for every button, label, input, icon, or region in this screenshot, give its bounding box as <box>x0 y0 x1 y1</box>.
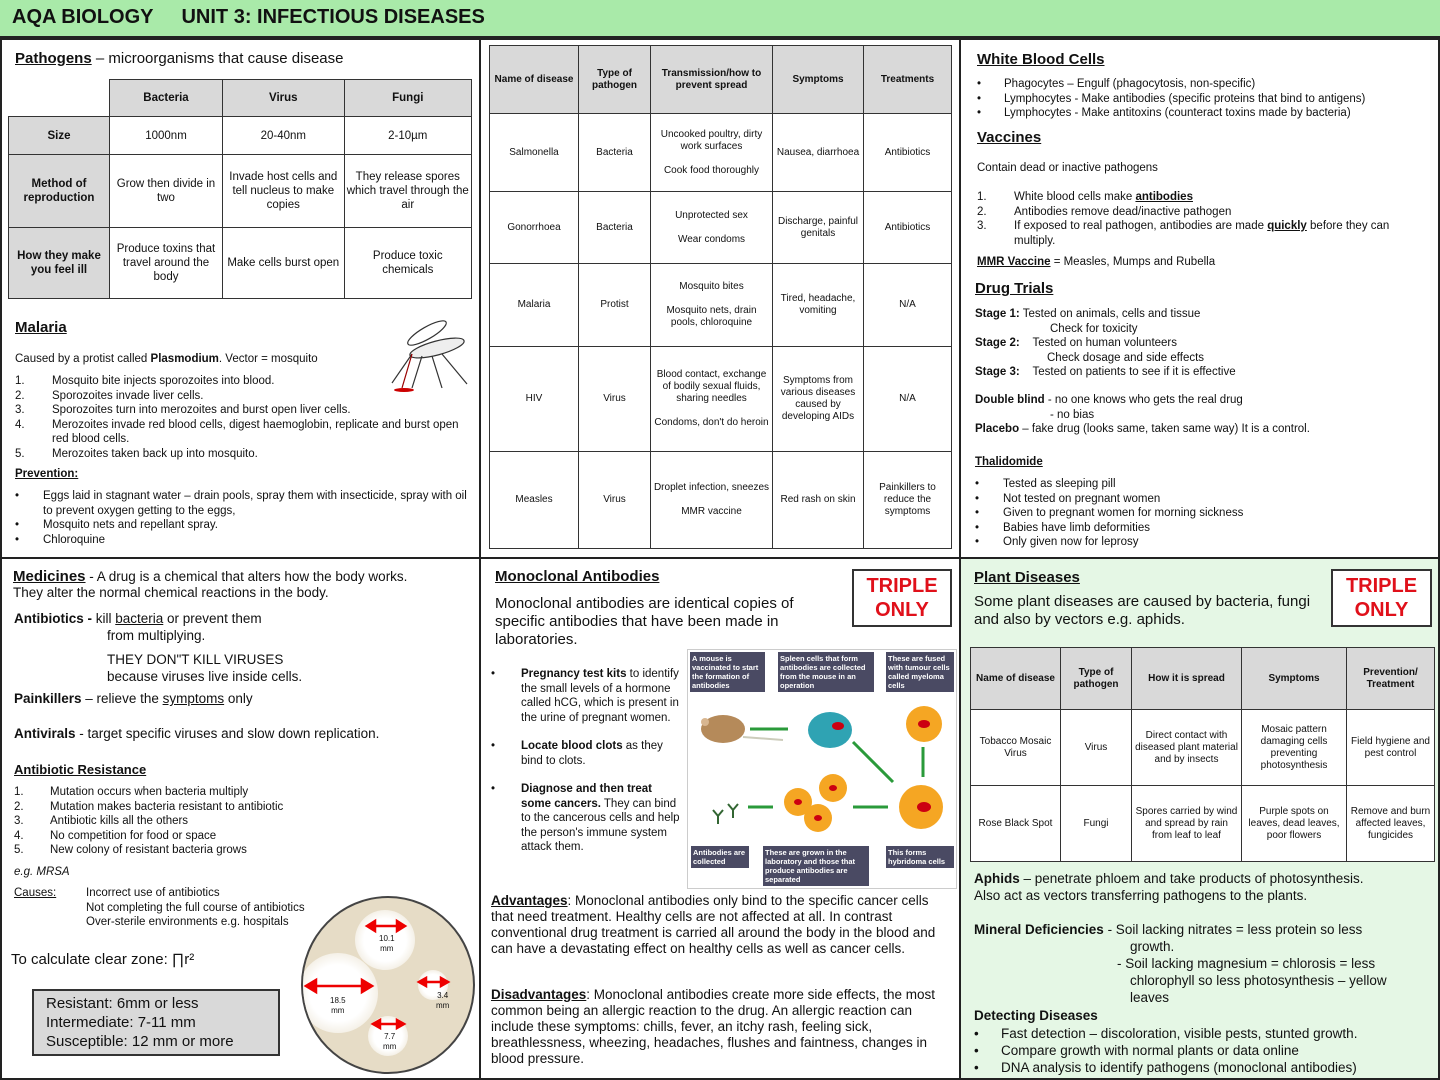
detecting-list: • Fast detection – discoloration, visible pests, stunted growth. • Compare growth with normal plants or data online • DNA analysis to identify pathogens (monoclonal antibodies) <box>974 1026 1358 1075</box>
mineral-label: Mineral Deficiencies <box>974 922 1104 937</box>
table-cell: Produce toxins that travel around the body <box>110 228 223 299</box>
thalidomide-item: Given to pregnant women for morning sickness <box>1003 507 1244 519</box>
monoclonal-panel <box>479 557 961 1080</box>
medicines-title: Medicines <box>13 568 86 585</box>
table-cell: Make cells burst open <box>223 228 345 299</box>
pathogens-heading <box>15 50 343 67</box>
mineral-text: leaves <box>1130 990 1170 1005</box>
stages <box>975 307 1236 380</box>
malaria-step: Mosquito bite injects sporozoites into blood. <box>52 375 275 387</box>
thalidomide-item: Not tested on pregnant women <box>1003 492 1161 505</box>
table-cell: Blood contact, exchange of bodily sexual fluids, sharing needles Condoms, don't do heroin <box>651 347 773 452</box>
resistance-step: New colony of resistant bacteria grows <box>50 844 247 856</box>
table-cell: 2-10µm <box>344 117 471 155</box>
zone-value: 3.4 <box>437 991 449 1000</box>
disadvantages <box>491 987 953 1067</box>
zone-unit: mm <box>380 944 394 953</box>
placebo-text: – fake drug (looks same, taken same way) It is a control. <box>1019 423 1310 435</box>
prevention-item: Eggs laid in stagnant water – drain pools, spray them with insecticide, spray with oil to prevent oxygen getting to the eggs, <box>43 490 467 517</box>
wbc-title: White Blood Cells <box>977 51 1105 68</box>
wbc-item: Lymphocytes - Make antitoxins (counteract toxins made by bacteria) <box>1004 107 1351 119</box>
table-cell: Discharge, painful genitals <box>773 192 864 264</box>
bacteria-word: bacteria <box>115 611 164 626</box>
use-bold: Diagnose and then treat some cancers. <box>521 783 652 810</box>
painkillers-label: Painkillers <box>14 691 82 706</box>
diagram-caption: These are grown in the laboratory and those that produce antibodies are separated <box>763 846 869 886</box>
thalidomide-item: Only given now for leprosy <box>1003 536 1139 548</box>
table-cell: Rose Black Spot <box>971 786 1061 862</box>
monoclonal-intro: Monoclonal antibodies are identical copies of specific antibodies that have been made in laboratories. <box>495 595 794 648</box>
cause-item: Not completing the full course of antibiotics <box>86 901 305 914</box>
use-text: They can bind to the cancerous cells and help the person's immune system attack them. <box>521 797 680 853</box>
stage-text: Check dosage and side effects <box>1047 351 1205 364</box>
antibiotics-label: Antibiotics - <box>14 611 96 626</box>
table-cell: Virus <box>579 347 651 452</box>
thalidomide-list: • Tested as sleeping pill • Not tested on pregnant women • Given to pregnant women for morning sickness • Babies have limb deformities • Only given now for leprosy <box>975 478 1244 548</box>
mineral-text: growth. <box>1130 939 1175 954</box>
table-row <box>971 710 1435 786</box>
plant-diseases-table <box>970 647 1435 862</box>
painkillers-text: only <box>224 691 253 706</box>
table-cell: Painkillers to reduce the symptoms <box>864 452 952 549</box>
zone-value: 18.5 <box>330 996 346 1005</box>
pathogens-table <box>8 79 472 299</box>
aphids-label: Aphids <box>974 871 1020 886</box>
plant-diseases-panel <box>959 557 1440 1080</box>
col-header: Name of disease <box>490 46 579 114</box>
symptoms-word: symptoms <box>162 691 225 706</box>
prevention-list: • Eggs laid in stagnant water – drain pools, spray them with insecticide, spray with oil to prevent oxygen getting to the eggs, • Mosquito nets and repellant spray. • Chloroquine <box>15 489 470 547</box>
painkillers-text: – relieve the <box>81 691 163 706</box>
thalidomide-item: Babies have limb deformities <box>1003 521 1151 534</box>
table-cell: Purple spots on leaves, dead leaves, poor flowers <box>1242 786 1347 862</box>
aphids <box>974 870 1363 904</box>
zone-value: 7.7 <box>384 1032 396 1041</box>
uses-list: • Pregnancy test kits to identify the small levels of a hormone called hCG, which is present in the urine of pregnant women. • Locate blood clots as they bind to clots. • Diagnose and then treat some cancers. They can bind to the cancerous cells and help the person's immune system attack them. <box>491 667 683 855</box>
zone-label <box>330 996 346 1016</box>
table-cell: Virus <box>1061 710 1132 786</box>
stage-text: Check for toxicity <box>1050 322 1138 335</box>
col-header: Type of pathogen <box>579 46 651 114</box>
mmr-line <box>977 255 1215 270</box>
table-cell: Mosquito bites Mosquito nets, drain pools, chloroquine <box>651 264 773 347</box>
resistance-step: Mutation makes bacteria resistant to antibiotic <box>50 800 284 813</box>
prevention-item: Mosquito nets and repellant spray. <box>43 519 218 531</box>
stage-text: Tested on patients to see if it is effective <box>1032 366 1236 378</box>
detecting-title: Detecting Diseases <box>974 1008 1098 1023</box>
table-cell: Symptoms from various diseases caused by developing AIDs <box>773 347 864 452</box>
monoclonal-title: Monoclonal Antibodies <box>495 568 660 585</box>
malaria-step: Sporozoites turn into merozoites and burst open liver cells. <box>52 404 351 416</box>
no-viruses: THEY DON"T KILL VIRUSES <box>107 652 284 667</box>
unit-title: UNIT 3: INFECTIOUS DISEASES <box>181 6 485 28</box>
double-blind-text: - no one knows who gets the real drug <box>1044 394 1243 406</box>
table-cell: Antibiotics <box>864 192 952 264</box>
use-bold: Pregnancy test kits <box>521 668 627 680</box>
resistance-list: 1. Mutation occurs when bacteria multiply 2. Mutation makes bacteria resistant to antibiotic 3. Antibiotic kills all the others 4. No competition for food or space 5. New colony of resistant bacteria grows <box>14 786 284 856</box>
double-blind-label: Double blind <box>975 394 1045 406</box>
step-text: White blood cells make <box>1014 191 1136 203</box>
prevention-item: Chloroquine <box>43 533 106 546</box>
table-cell: They release spores which travel through the air <box>344 155 471 228</box>
col-header: Symptoms <box>773 46 864 114</box>
triple-only-badge: TRIPLE ONLY <box>852 569 952 627</box>
table-cell: Unprotected sex Wear condoms <box>651 192 773 264</box>
mineral-deficiencies <box>974 921 1436 1006</box>
diseases-table <box>489 45 952 549</box>
table-cell: Direct contact with diseased plant material and by insects <box>1132 710 1242 786</box>
use-item <box>521 739 683 768</box>
key-item: Resistant: 6mm or less <box>46 995 199 1012</box>
quickly-word: quickly <box>1267 220 1307 232</box>
hybridoma-process-icon <box>688 702 958 842</box>
stage-label: Stage 2: <box>975 337 1020 349</box>
wbc-list: • Phagocytes – Engulf (phagocytosis, non-specific) • Lymphocytes - Make antibodies (specific proteins that bind to antigens) • Lymphocytes - Make antitoxins (counteract toxins made by bacteria) <box>977 78 1366 119</box>
col-header: Prevention/ Treatment <box>1347 648 1435 710</box>
disadvantages-label: Disadvantages <box>491 987 587 1002</box>
table-cell: N/A <box>864 264 952 347</box>
intro-text: Caused by a protist called <box>15 353 151 365</box>
diagram-caption: Antibodies are collected <box>691 846 749 868</box>
advantages-label: Advantages <box>491 893 568 908</box>
table-cell: Droplet infection, sneezes MMR vaccine <box>651 452 773 549</box>
table-cell: Salmonella <box>490 114 579 192</box>
mineral-text: - Soil lacking nitrates = less protein so less <box>1103 922 1363 937</box>
wbc-item: Lymphocytes - Make antibodies (specific proteins that bind to antigens) <box>1004 92 1366 105</box>
clear-zone-formula: To calculate clear zone: ∏r² <box>11 951 195 968</box>
table-cell: Mosaic pattern damaging cells preventing photosynthesis <box>1242 710 1347 786</box>
wbc-item: Phagocytes – Engulf (phagocytosis, non-specific) <box>1004 78 1256 90</box>
malaria-step: Merozoites taken back up into mosquito. <box>52 447 258 460</box>
thalidomide-title: Thalidomide <box>975 456 1043 468</box>
table-row <box>490 347 952 452</box>
row-label: How they make you feel ill <box>9 228 110 299</box>
placebo-label: Placebo <box>975 423 1020 435</box>
stage-label: Stage 1: <box>975 308 1020 320</box>
step-text: If exposed to real pathogen, antibodies are made <box>1014 220 1268 232</box>
mineral-text: chlorophyll so less photosynthesis – yellow <box>1130 973 1387 988</box>
table-cell: Produce toxic chemicals <box>344 228 471 299</box>
table-row <box>490 452 952 549</box>
vaccines-intro: Contain dead or inactive pathogens <box>977 162 1158 174</box>
advantages <box>491 893 953 957</box>
table-cell: Virus <box>579 452 651 549</box>
detect-item: Fast detection – discoloration, visible pests, stunted growth. <box>1001 1026 1358 1041</box>
resistance-step: Mutation occurs when bacteria multiply <box>50 786 249 798</box>
thalidomide-item: Tested as sleeping pill <box>1003 478 1116 490</box>
table-cell: Protist <box>579 264 651 347</box>
step-text: before they can <box>1306 220 1390 232</box>
zone-unit: mm <box>436 1001 450 1010</box>
step-text: Antibodies remove dead/inactive pathogen <box>1014 205 1232 218</box>
petri-dish <box>301 896 475 1074</box>
table-row <box>490 264 952 347</box>
double-blind <box>975 393 1243 422</box>
mrsa-example: e.g. MRSA <box>14 866 70 878</box>
table-cell: Bacteria <box>579 114 651 192</box>
table-cell: Gonorrhoea <box>490 192 579 264</box>
table-cell: Bacteria <box>579 192 651 264</box>
antivirals-text: - target specific viruses and slow down replication. <box>75 726 380 741</box>
painkillers <box>14 691 253 706</box>
malaria-title: Malaria <box>15 319 67 336</box>
resistance-key <box>32 989 280 1056</box>
causes-list <box>86 886 305 930</box>
drug-trials-title: Drug Trials <box>975 280 1054 297</box>
use-text: to identify the small levels of a hormone called hCG, which is present in the urine of pregnant women. <box>521 668 679 724</box>
resistance-title: Antibiotic Resistance <box>14 762 147 777</box>
plants-intro: Some plant diseases are caused by bacteria, fungi and also by vectors e.g. aphids. <box>974 593 1311 628</box>
stage-text: Tested on human volunteers <box>1032 337 1178 349</box>
malaria-intro <box>15 352 318 367</box>
plants-title: Plant Diseases <box>974 569 1080 586</box>
antivirals-label: Antivirals <box>14 726 76 741</box>
use-bold: Locate blood clots <box>521 740 623 752</box>
table-cell: Antibiotics <box>864 114 952 192</box>
table-cell: Remove and burn affected leaves, fungicides <box>1347 786 1435 862</box>
col-header: Name of disease <box>971 648 1061 710</box>
table-cell: 20-40nm <box>223 117 345 155</box>
intro-text: . Vector = mosquito <box>218 353 318 365</box>
malaria-step: Merozoites invade red blood cells, digest haemoglobin, replicate and burst open red blood cells. <box>52 418 459 445</box>
use-item <box>521 782 683 855</box>
diseases-panel <box>479 38 961 559</box>
mineral-text: - Soil lacking magnesium = chlorosis = less <box>1117 956 1376 971</box>
table-cell: 1000nm <box>110 117 223 155</box>
table-cell: Grow then divide in two <box>110 155 223 228</box>
vaccine-steps: 1. White blood cells make antibodies 2. Antibodies remove dead/inactive pathogen 3. If exposed to real pathogen, antibodies are made quickly before they can multiply. <box>977 191 1390 247</box>
col-header: Treatments <box>864 46 952 114</box>
col-bacteria: Bacteria <box>110 80 223 117</box>
table-cell: Invade host cells and tell nucleus to make copies <box>223 155 345 228</box>
col-fungi: Fungi <box>344 80 471 117</box>
table-cell: Field hygiene and pest control <box>1347 710 1435 786</box>
zone-label <box>436 991 449 1011</box>
zone-label <box>379 934 395 954</box>
placebo <box>975 422 1310 437</box>
pathogens-title: Pathogens <box>15 50 92 67</box>
pathogens-panel <box>0 38 481 559</box>
table-cell: Nausea, diarrhoea <box>773 114 864 192</box>
row-label: Method of reproduction <box>9 155 110 228</box>
table-row <box>490 114 952 192</box>
stage-text: Tested on animals, cells and tissue <box>1022 308 1201 320</box>
use-text: as they bind to clots. <box>521 740 663 767</box>
zone-value: 10.1 <box>379 934 395 943</box>
table-cell: Red rash on skin <box>773 452 864 549</box>
stage-label: Stage 3: <box>975 366 1020 378</box>
medicines-intro: They alter the normal chemical reactions in the body. <box>13 585 329 600</box>
aphids-text: – penetrate phloem and take products of photosynthesis. <box>1019 871 1364 886</box>
antibodies-word: antibodies <box>1135 191 1193 203</box>
mmr-label: MMR Vaccine <box>977 256 1051 268</box>
disadvantages-text: : Monoclonal antibodies create more side effects, the most common being an allergic reaction to the drug. An allergic reaction can include these symptoms: chills, fever, an itchy rash, feeling sick, breathlessness, wheezing, headaches, flushes and faintness, changes in blood pressure. <box>491 987 935 1066</box>
row-label: Size <box>9 117 110 155</box>
aphids-text: Also act as vectors transferring pathogens to the plants. <box>974 888 1308 903</box>
malaria-step: Sporozoites invade liver cells. <box>52 389 204 402</box>
table-row <box>490 192 952 264</box>
zone-unit: mm <box>331 1006 345 1015</box>
table-cell: Malaria <box>490 264 579 347</box>
diagram-caption: Spleen cells that form antibodies are collected from the mouse in an operation <box>778 652 874 692</box>
antibiotics-text: from multiplying. <box>107 628 206 643</box>
monoclonal-diagram <box>687 649 957 889</box>
prevention-title: Prevention: <box>15 468 79 480</box>
diagram-caption: These are fused with tumour cells called myeloma cells <box>886 652 954 692</box>
immunity-panel <box>959 38 1440 559</box>
subject-title: AQA BIOLOGY <box>12 6 154 28</box>
advantages-text: : Monoclonal antibodies only bind to the specific cancer cells that need treatment. Healthy cells are not affected at all. In contrast conventional drug treatment is carried all around the body in the blood and can have a devastating effect on healthy cells as well as cancer cells. <box>491 893 936 956</box>
page-header <box>0 0 1440 38</box>
detect-item: DNA analysis to identify pathogens (monoclonal antibodies) <box>1001 1060 1357 1075</box>
diagram-caption: This forms hybridoma cells <box>886 846 954 868</box>
causes-label: Causes: <box>14 887 57 899</box>
medicines-heading <box>13 568 407 600</box>
table-cell: HIV <box>490 347 579 452</box>
col-virus: Virus <box>223 80 345 117</box>
plasmodium: Plasmodium <box>150 353 219 365</box>
resistance-step: Antibiotic kills all the others <box>50 815 189 827</box>
key-item: Susceptible: 12 mm or more <box>46 1033 234 1050</box>
diagram-caption: A mouse is vaccinated to start the formation of antibodies <box>690 652 765 692</box>
table-cell: N/A <box>864 347 952 452</box>
use-item <box>521 667 683 725</box>
col-header: Symptoms <box>1242 648 1347 710</box>
antibiotics-text: or prevent them <box>163 611 262 626</box>
cause-item: Over-sterile environments e.g. hospitals <box>86 916 289 928</box>
malaria-steps: 1. Mosquito bite injects sporozoites into blood. 2. Sporozoites invade liver cells. 3. Sporozoites turn into merozoites and burst open liver cells. 4. Merozoites invade red blood cells, digest haemoglobin, replicate and burst open red blood cells. 5. Merozoites taken back up into mosquito. <box>15 374 470 461</box>
antivirals <box>14 726 379 741</box>
table-cell: Tobacco Mosaic Virus <box>971 710 1061 786</box>
vaccines-title: Vaccines <box>977 129 1042 146</box>
medicines-intro: - A drug is a chemical that alters how the body works. <box>85 569 408 584</box>
no-viruses: because viruses live inside cells. <box>107 669 303 684</box>
pathogens-subtitle: – microorganisms that cause disease <box>91 50 344 67</box>
triple-only-badge: TRIPLE ONLY <box>1331 569 1432 627</box>
mmr-text: = Measles, Mumps and Rubella <box>1050 256 1216 268</box>
detect-item: Compare growth with normal plants or data online <box>1001 1043 1299 1058</box>
zone-label <box>383 1032 396 1052</box>
key-item: Intermediate: 7-11 mm <box>46 1014 196 1031</box>
table-cell: Tired, headache, vomiting <box>773 264 864 347</box>
antibiotics-text: kill <box>95 611 116 626</box>
table-row <box>971 786 1435 862</box>
col-header: Type of pathogen <box>1061 648 1132 710</box>
step-text: multiply. <box>1014 234 1056 247</box>
antibiotics-block <box>14 610 302 685</box>
table-cell: Measles <box>490 452 579 549</box>
medicines-panel <box>0 557 481 1080</box>
cause-item: Incorrect use of antibiotics <box>86 887 220 899</box>
double-blind-text: - no bias <box>1050 408 1095 421</box>
table-cell: Spores carried by wind and spread by rain from leaf to leaf <box>1132 786 1242 862</box>
col-header: How it is spread <box>1132 648 1242 710</box>
col-header: Transmission/how to prevent spread <box>651 46 773 114</box>
table-cell: Fungi <box>1061 786 1132 862</box>
zone-unit: mm <box>383 1042 397 1051</box>
table-cell: Uncooked poultry, dirty work surfaces Cook food thoroughly <box>651 114 773 192</box>
resistance-step: No competition for food or space <box>50 829 217 842</box>
